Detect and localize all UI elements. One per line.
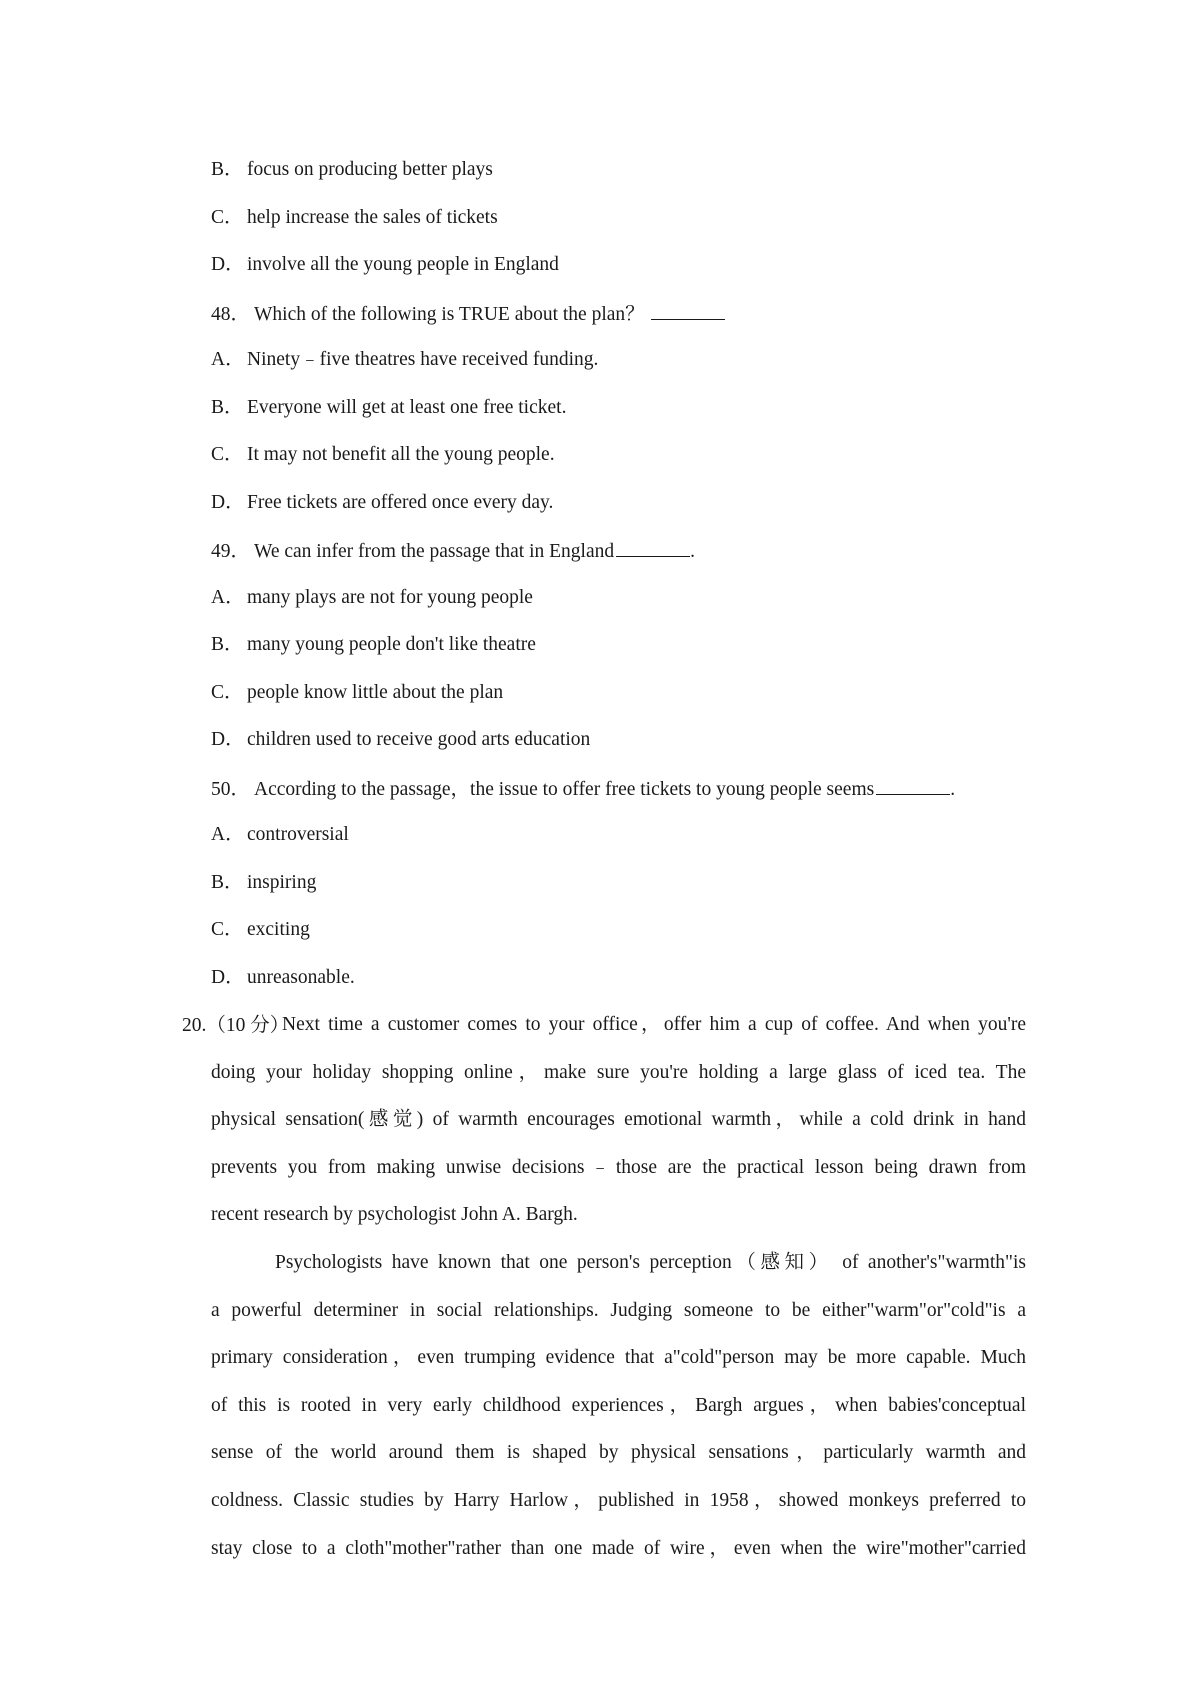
q47-option-d bbox=[211, 253, 559, 277]
option-text: involve all the young people in England bbox=[247, 254, 559, 275]
option-letter: A． bbox=[211, 349, 245, 370]
passage-line: prevents you from making unwise decisions﹣those are the practical lesson being drawn from bbox=[211, 1156, 1026, 1178]
passage-line: stay close to a cloth"mother"rather than one made of wire，even when the wire"mother"carried bbox=[211, 1537, 1026, 1559]
q48-stem bbox=[211, 301, 725, 327]
passage-line: primary consideration，even trumping evidence that a"cold"person may be more capable. Much bbox=[211, 1347, 1026, 1369]
q50-option-a bbox=[211, 823, 349, 847]
option-text: controversial bbox=[247, 824, 349, 845]
passage-line: physical sensation(感觉) of warmth encourages emotional warmth，while a cold drink in hand bbox=[211, 1109, 1026, 1131]
option-text: many plays are not for young people bbox=[247, 587, 533, 608]
question-number: 48． bbox=[211, 304, 251, 325]
option-letter: A． bbox=[211, 824, 245, 845]
option-text: unreasonable. bbox=[247, 967, 355, 988]
passage-line: of this is rooted in very early childhood experiences，Bargh argues，when babies'conceptual bbox=[211, 1394, 1026, 1416]
option-text: people know little about the plan bbox=[247, 682, 504, 703]
passage-line: doing your holiday shopping online，make sure you're holding a large glass of iced tea. The bbox=[211, 1061, 1026, 1083]
q49-option-c bbox=[211, 681, 503, 705]
option-text: inspiring bbox=[247, 872, 317, 893]
answer-blank bbox=[651, 301, 725, 320]
option-letter: B． bbox=[211, 634, 244, 655]
option-letter: C． bbox=[211, 682, 244, 703]
q47-option-c bbox=[211, 206, 498, 230]
q48-option-d bbox=[211, 491, 553, 515]
option-letter: D． bbox=[211, 967, 245, 988]
option-letter: C． bbox=[211, 207, 244, 228]
q50-option-c bbox=[211, 918, 310, 942]
option-letter: D． bbox=[211, 254, 245, 275]
answer-blank bbox=[876, 776, 950, 795]
passage-line: a powerful determiner in social relationships. Judging someone to be either"warm"or"cold"is a bbox=[211, 1299, 1026, 1321]
question-number: 49． bbox=[211, 541, 251, 562]
question-end: . bbox=[690, 541, 696, 562]
passage-line: Next time a customer comes to your office，offer him a cup of coffee. And when you're bbox=[282, 1014, 1026, 1035]
q48-option-c bbox=[211, 443, 555, 467]
option-text: It may not benefit all the young people. bbox=[247, 444, 555, 465]
option-text: Everyone will get at least one free ticket. bbox=[247, 397, 567, 418]
option-text: Ninety﹣five theatres have received funding. bbox=[247, 349, 599, 370]
passage-line: Psychologists have known that one person's perception（感知） of another's"warmth"is bbox=[275, 1252, 1026, 1273]
option-letter: D． bbox=[211, 492, 245, 513]
option-text: focus on producing better plays bbox=[247, 159, 493, 180]
option-text: many young people don't like theatre bbox=[247, 634, 536, 655]
option-text: help increase the sales of tickets bbox=[247, 207, 498, 228]
option-text: Free tickets are offered once every day. bbox=[247, 492, 554, 513]
q50-option-d bbox=[211, 966, 355, 990]
q49-option-b bbox=[211, 633, 536, 657]
question-number: 50． bbox=[211, 779, 251, 800]
passage-line: coldness. Classic studies by Harry Harlow，published in 1958，showed monkeys preferred to bbox=[211, 1489, 1026, 1511]
q49-option-a bbox=[211, 586, 533, 610]
question-end: . bbox=[950, 779, 956, 800]
option-letter: C． bbox=[211, 444, 244, 465]
option-letter: A． bbox=[211, 587, 245, 608]
question-text: According to the passage，the issue to offer free tickets to young people seems bbox=[254, 779, 875, 800]
q50-option-b bbox=[211, 871, 316, 895]
q20-number: 20.（10 分） bbox=[182, 1015, 290, 1036]
option-letter: B． bbox=[211, 397, 244, 418]
q20-paragraph-1 bbox=[211, 1001, 1026, 1239]
option-letter: C． bbox=[211, 919, 244, 940]
option-text: children used to receive good arts education bbox=[247, 729, 591, 750]
option-letter: B． bbox=[211, 872, 244, 893]
q20-paragraph-2 bbox=[211, 1239, 1026, 1572]
q49-stem bbox=[211, 538, 695, 564]
q47-option-b bbox=[211, 158, 493, 182]
q49-option-d bbox=[211, 728, 590, 752]
passage-line: sense of the world around them is shaped by physical sensations，particularly warmth and bbox=[211, 1442, 1026, 1464]
q48-option-a bbox=[211, 348, 598, 372]
q50-stem bbox=[211, 776, 955, 802]
option-text: exciting bbox=[247, 919, 310, 940]
option-letter: B． bbox=[211, 159, 244, 180]
question-text: Which of the following is TRUE about the plan？ bbox=[254, 304, 645, 325]
q48-option-b bbox=[211, 396, 566, 420]
option-letter: D． bbox=[211, 729, 245, 750]
passage-line: recent research by psychologist John A. Bargh. bbox=[211, 1204, 578, 1226]
question-text: We can infer from the passage that in England bbox=[254, 541, 615, 562]
answer-blank bbox=[616, 538, 690, 557]
